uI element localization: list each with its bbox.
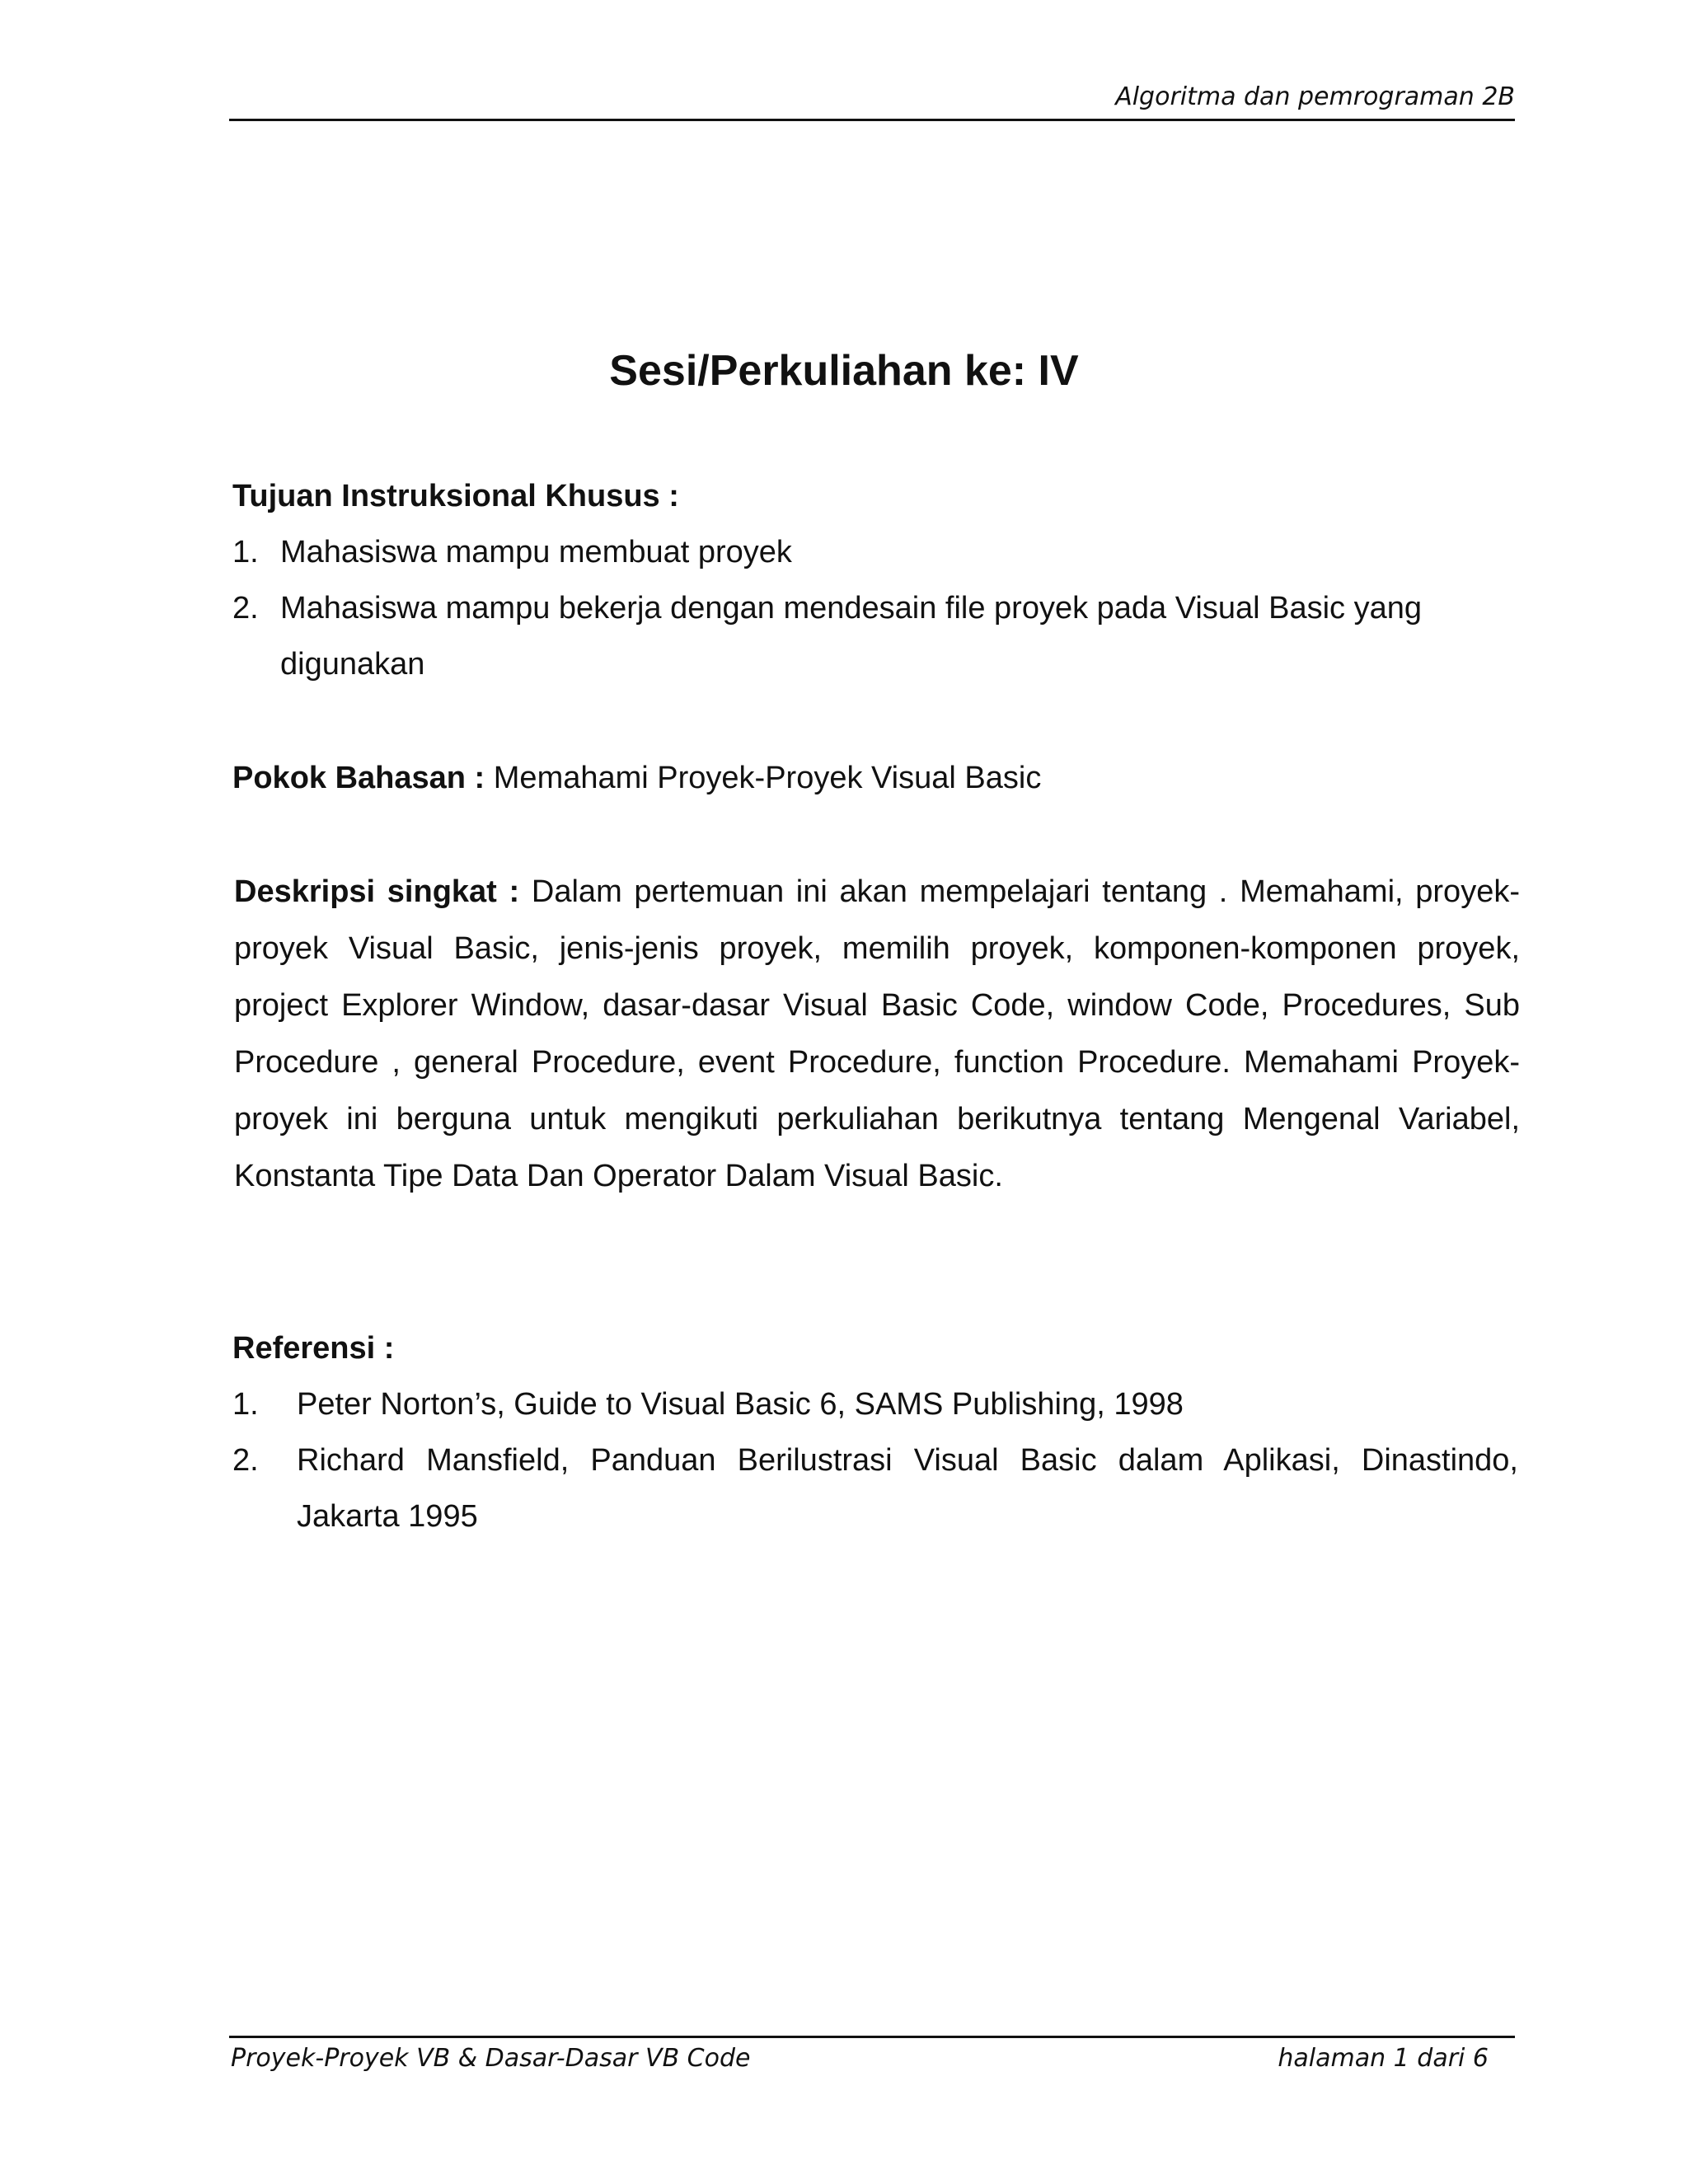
page-number: halaman 1 dari 6 (1278, 2044, 1489, 2073)
running-header: Algoritma dan pemrograman 2B (1115, 82, 1515, 111)
description-label: Deskripsi singkat : (234, 874, 520, 909)
objectives-section (232, 468, 1518, 692)
objectives-list (232, 524, 1518, 692)
list-item-number: 2. (232, 1443, 259, 1478)
page-title: Sesi/Perkuliahan ke: IV (609, 347, 1079, 395)
list-item-number: 1. (232, 535, 259, 569)
description-section (234, 864, 1520, 1205)
list-item (232, 580, 1518, 692)
description-text: Dalam pertemuan ini akan mempelajari tentang . Memahami, proyek-proyek Visual Basic, jenis-jenis proyek, memilih proyek, komponen-komponen proyek, project Explorer Window, dasar-dasar Visual Basic Code, window Code, Procedures, Sub Procedure , general Procedure, event Procedure, function Procedure. Memahami Proyek-proyek ini berguna untuk mengikuti perkuliahan berikutnya tentang Mengenal Variabel, Konstanta Tipe Data Dan Operator Dalam Visual Basic. (234, 874, 1520, 1193)
topic-section (232, 750, 1518, 806)
list-item-text: Richard Mansfield, Panduan Berilustrasi Visual Basic dalam Aplikasi, Dinastindo, Jakarta 1995 (297, 1443, 1518, 1534)
list-item-text: Mahasiswa mampu membuat proyek (280, 535, 792, 569)
objectives-heading: Tujuan Instruksional Khusus : (232, 479, 679, 513)
list-item-number: 2. (232, 591, 259, 626)
topic-text: Memahami Proyek-Proyek Visual Basic (485, 761, 1042, 795)
footer-rule (229, 2036, 1515, 2038)
header-rule (229, 119, 1515, 121)
references-heading: Referensi : (232, 1331, 395, 1366)
list-item (232, 1432, 1518, 1544)
list-item-text: Peter Norton’s, Guide to Visual Basic 6, SAMS Publishing, 1998 (297, 1387, 1184, 1422)
footer-title: Proyek-Proyek VB & Dasar-Dasar VB Code (231, 2044, 751, 2073)
list-item (232, 524, 1518, 580)
list-item-text: Mahasiswa mampu bekerja dengan mendesain file proyek pada Visual Basic yang digunakan (280, 591, 1422, 682)
topic-label: Pokok Bahasan : (232, 761, 485, 795)
list-item-number: 1. (232, 1387, 259, 1422)
list-item (232, 1376, 1518, 1432)
references-list (232, 1376, 1518, 1544)
references-section (232, 1320, 1518, 1544)
